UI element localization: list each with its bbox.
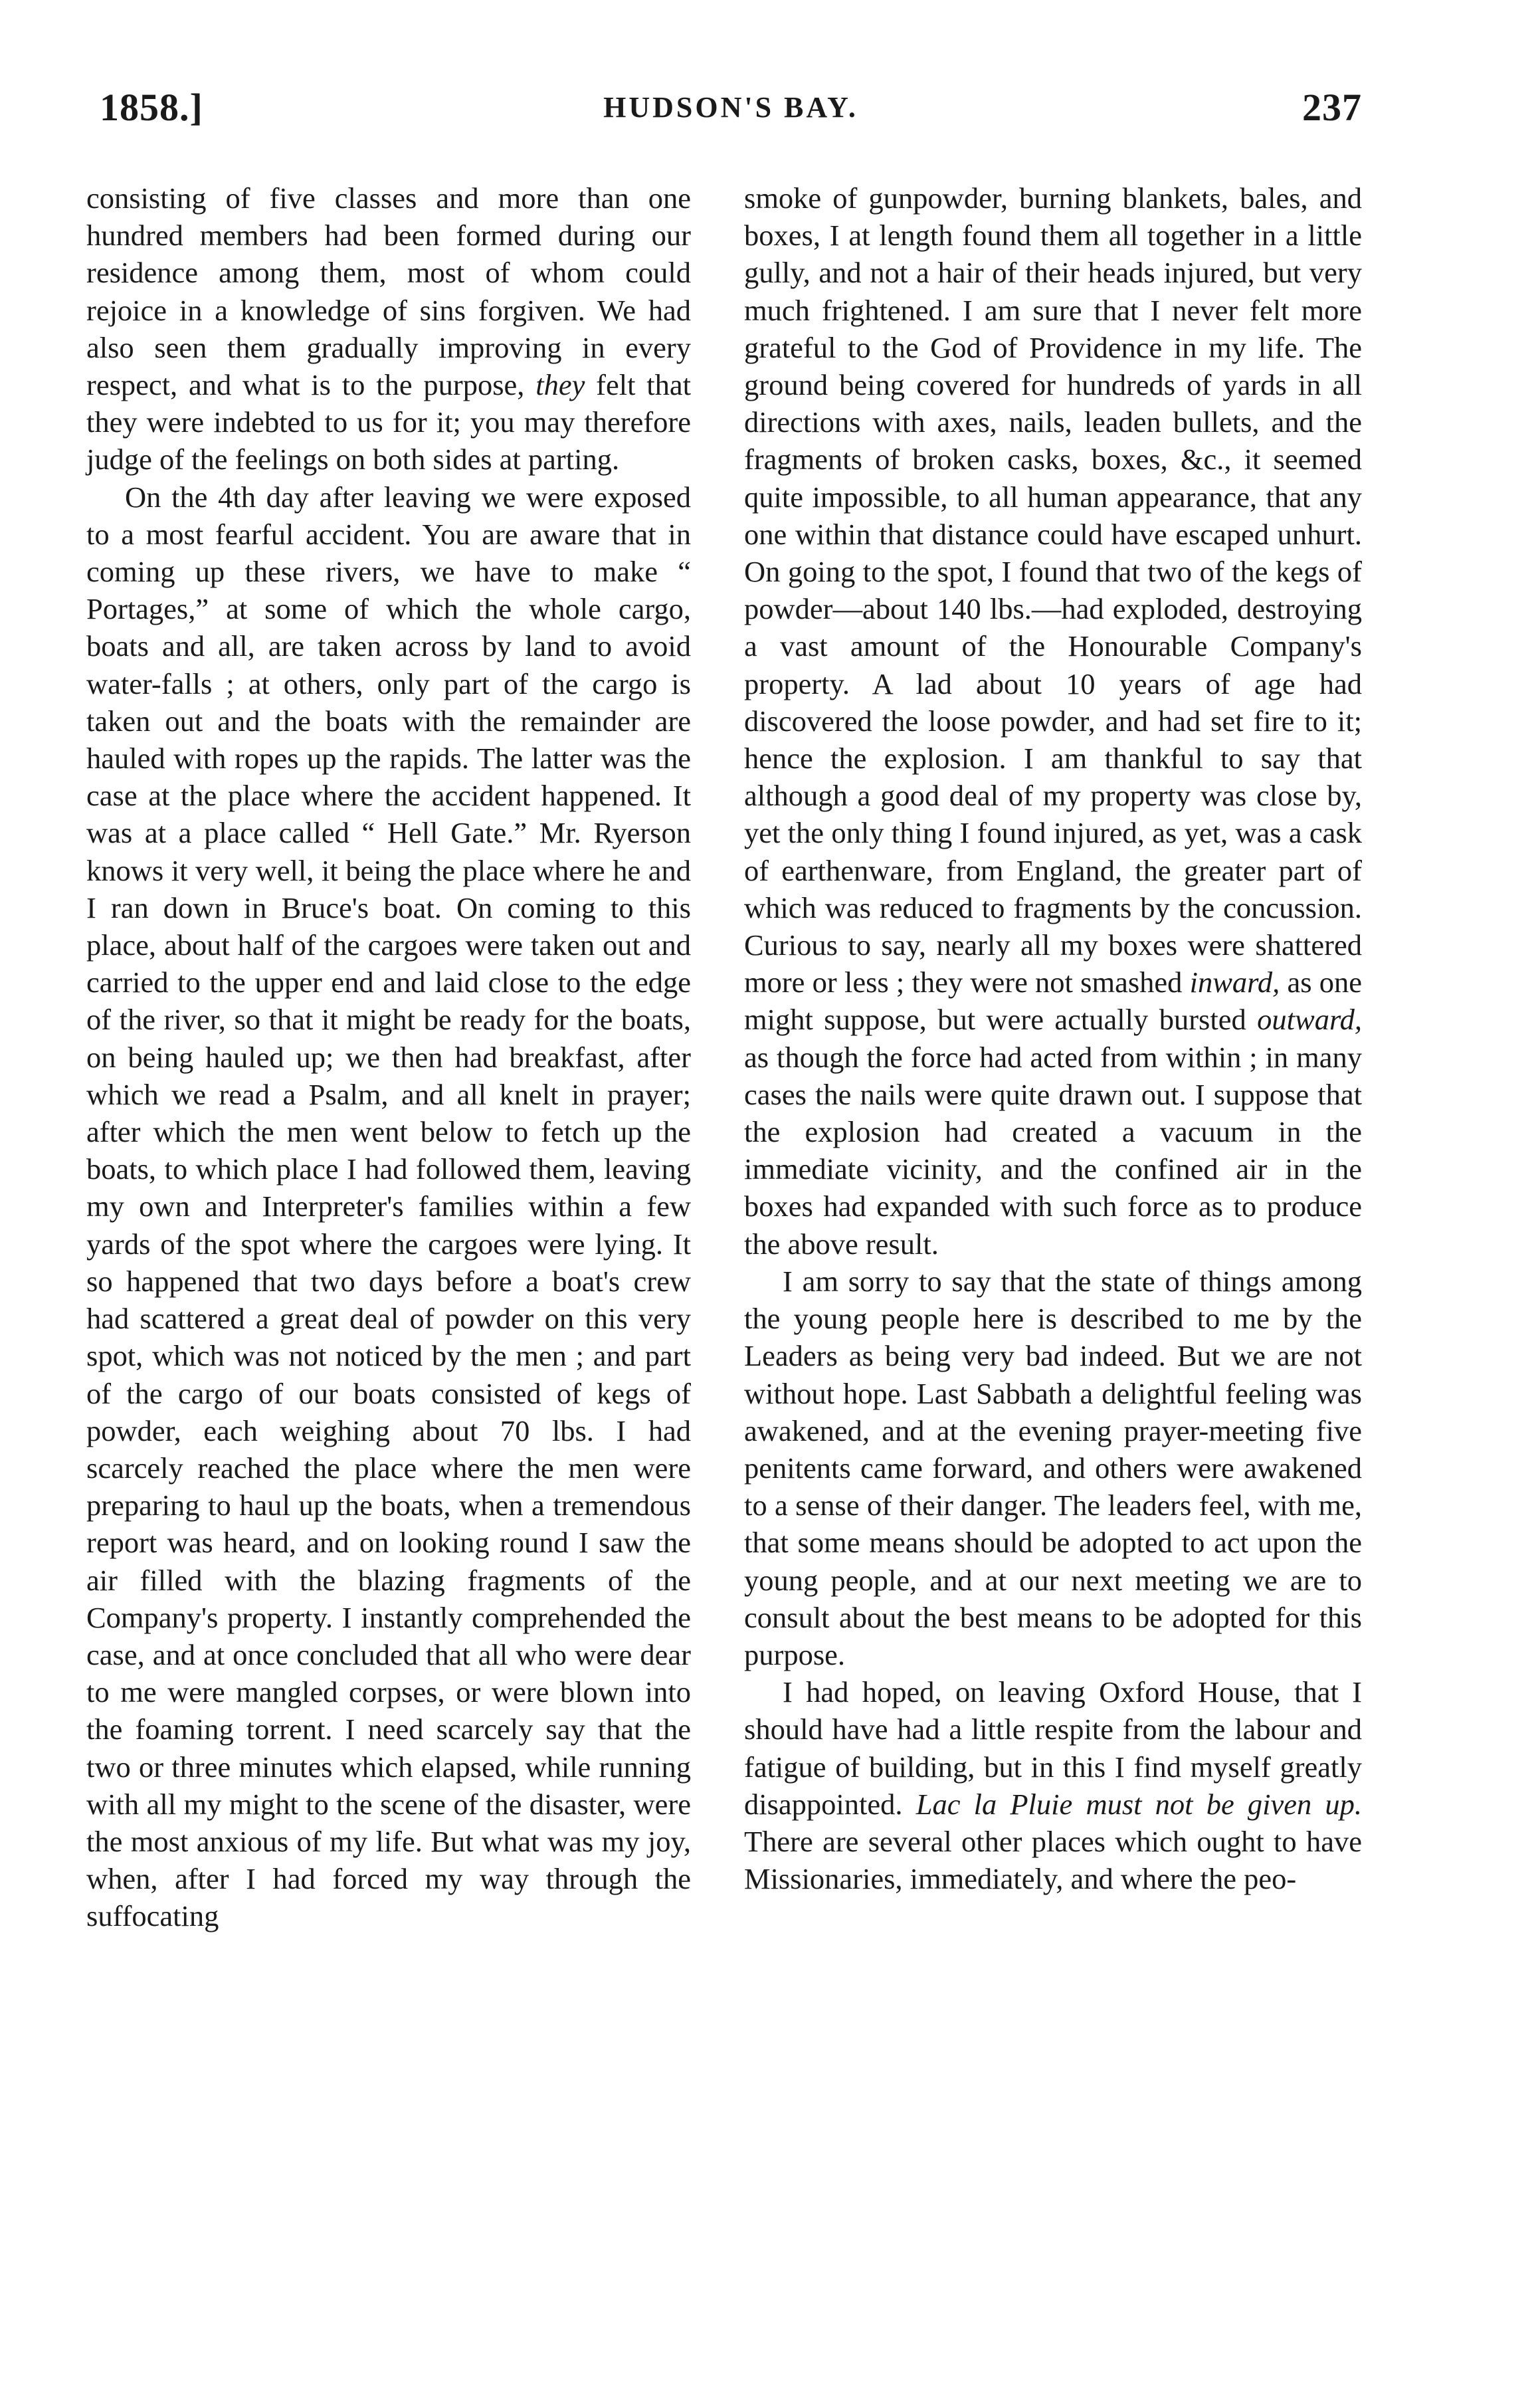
header-title: HUDSON'S BAY. [603, 91, 858, 124]
page-number: 237 [1302, 86, 1362, 129]
emphasis-text: Lac la Pluie must not be given up. [915, 1787, 1362, 1821]
paragraph-text: There are several other places which ought to have Missionaries, immediately, and where the peo- [744, 1824, 1362, 1896]
paragraph-text: as though the force had acted from within ; in many cases the nails were quite drawn out. I suppose that the explosion had created a vacuum in the immediate vicinity, and the confined air in the boxes had expanded with such force as to produce the above result. [744, 1040, 1362, 1261]
paragraph-text: consisting of five classes and more than one hundred members had been formed during our residence among them, most of whom could rejoice in a knowledge of sins forgiven. We had also seen them gradually improving in every respect, and what is to the purpose, [86, 181, 691, 402]
paragraph: I am sorry to say that the state of things among the young people here is described to me by the Leaders as being very bad indeed. But we are not without hope. Last Sabbath a delightful feeling was awakened, and at the evening prayer-meeting five penitents came forward, and others were awakened to a sense of their danger. The leaders feel, with me, that some means should be adopted to act upon the young people, and at our next meeting we are to consult about the best means to be adopted for this purpose. [744, 1264, 1362, 1671]
paragraph-text: I had hoped, on leaving Oxford House, that I should have had a little respite from the labour and fatigue of building, but in this I find myself greatly disappointed. [744, 1675, 1362, 1821]
paragraph [744, 1673, 1362, 1897]
paragraph [744, 179, 1362, 1263]
paragraph [86, 179, 691, 478]
emphasis-text: they [535, 368, 585, 402]
paragraph-text: felt that they were indebted to us for it; you may therefore judge of the feelings on both sides at parting. [86, 368, 692, 476]
emphasis-text: inward, [1189, 966, 1280, 999]
paragraph-text: as one might suppose, but were actually bursted [744, 966, 1362, 1037]
right-column [744, 179, 1362, 1897]
header-year: 1858.] [100, 86, 203, 129]
paragraph-text: smoke of gunpowder, burning blankets, bales, and boxes, I at length found them all together in a little gully, and not a hair of their heads injured, but very much frightened. I am sure that I never felt more grateful to the God of Providence in my life. The ground being covered for hundreds of yards in all directions with axes, nails, leaden bullets, and the fragments of broken casks, boxes, &c., it seemed quite impossible, to all human appearance, that any one within that distance could have escaped unhurt. On going to the spot, I found that two of the kegs of powder—about 140 lbs.—had exploded, destroying a vast amount of the Honourable Company's property. A lad about 10 years of age had discovered the loose powder, and had set fire to it; hence the explosion. I am thankful to say that although a good deal of my property was close by, yet the only thing I found injured, as yet, was a cask of earthenware, from England, the greater part of which was reduced to fragments by the concussion. Curious to say, nearly all my boxes were shattered more or less ; they were not smashed [744, 181, 1362, 999]
left-column [86, 179, 691, 1935]
paragraph: On the 4th day after leaving we were exposed to a most fearful accident. You are aware that in coming up these rivers, we have to make “ Portages,” at some of which the whole cargo, boats and all, are taken across by land to avoid water-falls ; at others, only part of the cargo is taken out and the boats with the remainder are hauled with ropes up the rapids. The latter was the case at the place where the accident happened. It was at a place called “ Hell Gate.” Mr. Ryerson knows it very well, it being the place where he and I ran down in Bruce's boat. On coming to this place, about half of the cargoes were taken out and carried to the upper end and laid close to the edge of the river, so that it might be ready for the boats, on being hauled up; we then had breakfast, after which we read a Psalm, and all knelt in prayer; after which the men went below to fetch up the boats, to which place I had followed them, leaving my own and Interpreter's families within a few yards of the spot where the cargoes were lying. It so happened that two days before a boat's crew had scattered a great deal of powder on this very spot, which was not noticed by the men ; and part of the cargo of our boats consisted of kegs of powder, each weighing about 70 lbs. I had scarcely reached the place where the men were preparing to haul up the boats, when a tremendous report was heard, and on looking round I saw the air filled with the blazing fragments of the Company's property. I instantly comprehended the case, and at once concluded that all who were dear to me were mangled corpses, or were blown into the foaming torrent. I need scarcely say that the two or three minutes which elapsed, while running with all my might to the scene of the disaster, were the most anxious of my life. But what was my joy, when, after I had forced my way through the suffocating [86, 480, 691, 1933]
emphasis-text: outward, [1257, 1003, 1362, 1037]
running-header [100, 85, 1362, 145]
